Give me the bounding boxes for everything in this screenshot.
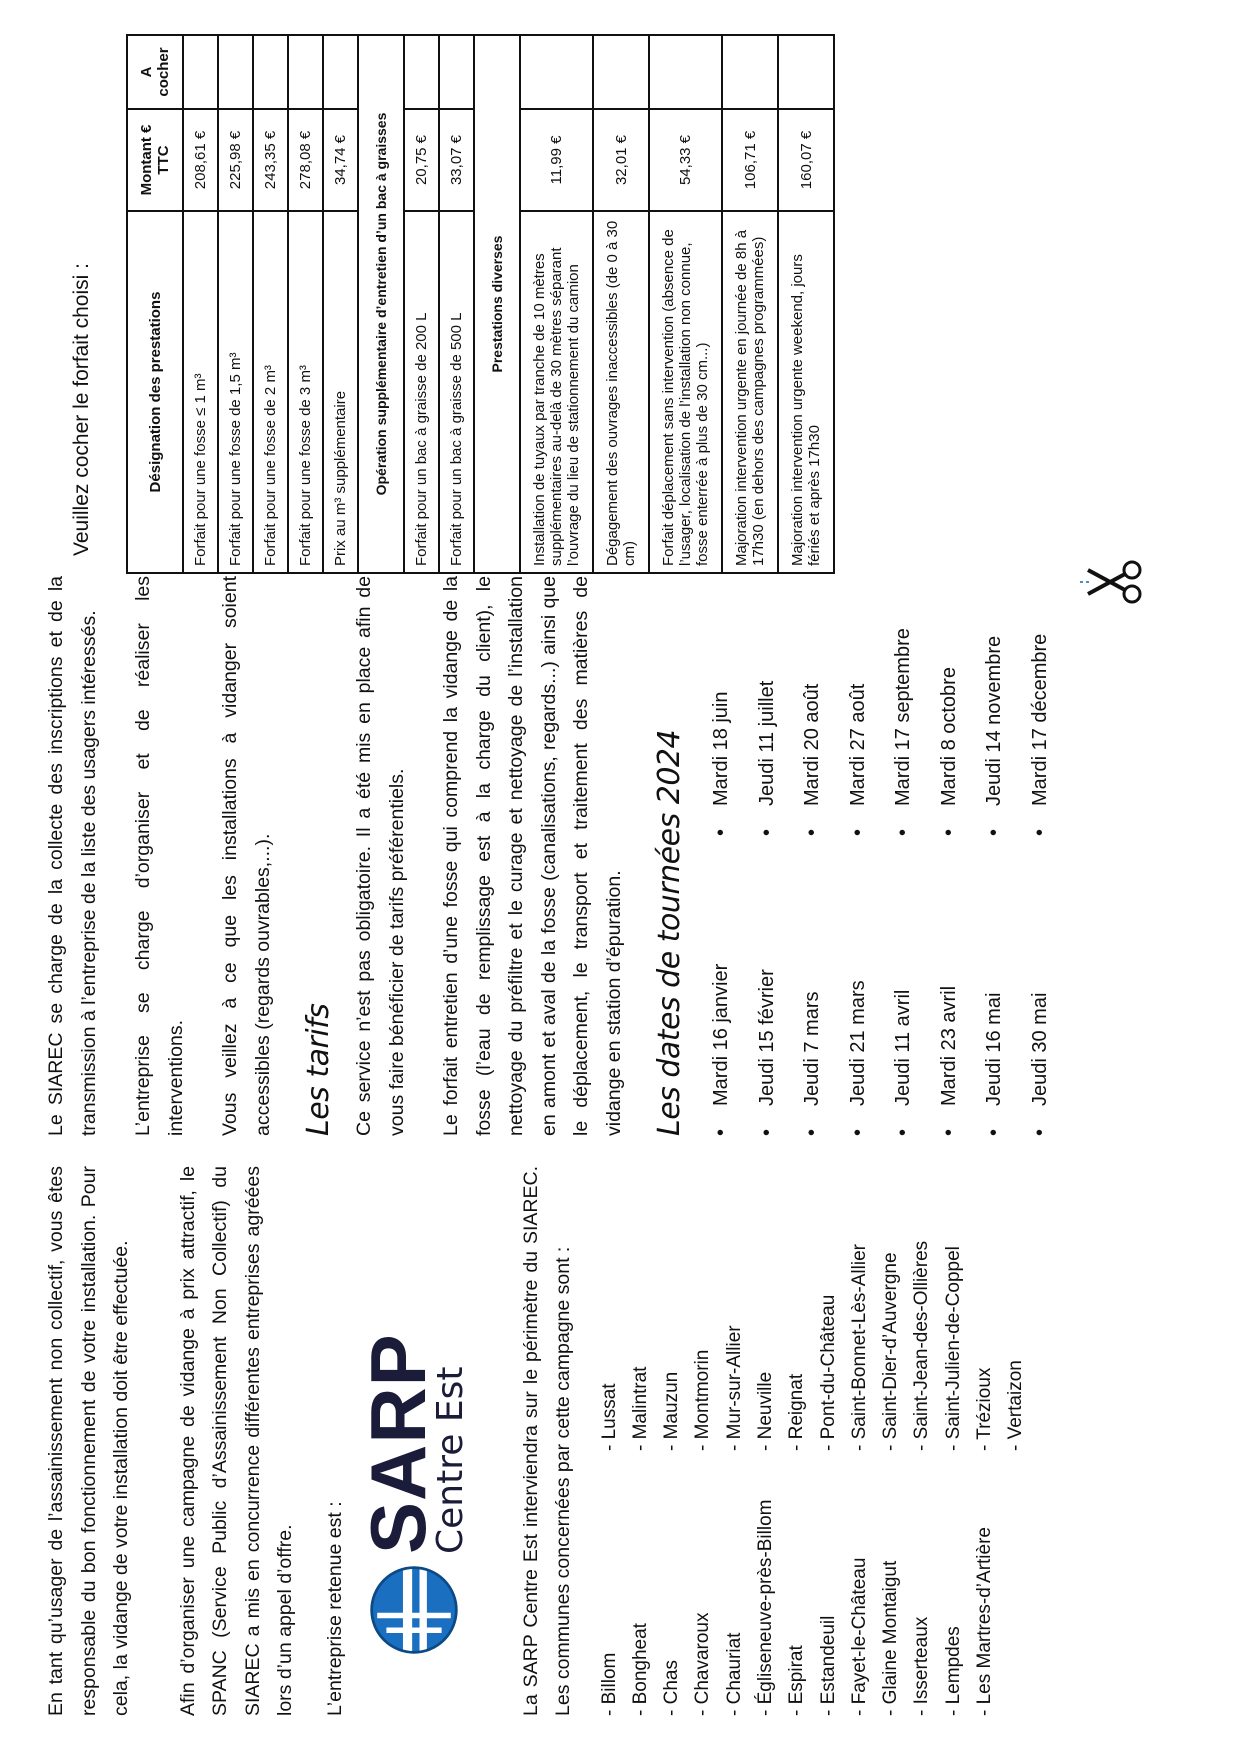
tournee-date-item xyxy=(790,836,836,1136)
prestation-price: 278,08 € xyxy=(288,109,323,211)
date-text: Jeudi 7 mars xyxy=(801,991,823,1106)
prestation-price: 20,75 € xyxy=(404,109,439,211)
dates-left-column xyxy=(699,836,1063,1136)
tournee-date-item xyxy=(972,836,1018,1136)
bullet-icon: • xyxy=(710,1128,732,1136)
date-text: Mardi 23 avril xyxy=(937,985,960,1106)
commune-item: - Les Martres-d’Artière xyxy=(974,1527,996,1716)
commune-item: - Billom xyxy=(598,1652,620,1716)
bac-rows xyxy=(404,35,474,573)
bullet-icon: • xyxy=(710,828,732,836)
tarif-row xyxy=(520,35,593,573)
prestation-label: Majoration intervention urgente weekend, jours fériés et après 17h30 xyxy=(778,211,834,573)
commune-item: - Mur-sur-Allier xyxy=(723,1325,745,1451)
commune-item: - Fayet-le-Château xyxy=(848,1557,870,1716)
tarifs-table xyxy=(126,34,835,574)
prestation-price: 54,33 € xyxy=(649,109,722,211)
sarp-globe-icon xyxy=(368,1564,460,1656)
tarif-row xyxy=(649,35,722,573)
commune-item: - Neuville xyxy=(754,1371,776,1451)
tarif-row xyxy=(183,35,218,573)
communes-list xyxy=(594,1166,1032,1716)
date-text: Jeudi 30 mai xyxy=(1028,992,1051,1106)
bullet-icon: • xyxy=(892,1128,914,1136)
prestation-label: Forfait pour une fosse de 2 m³ xyxy=(253,211,288,573)
date-text: Jeudi 15 février xyxy=(755,969,778,1106)
dates-right-column xyxy=(699,576,1063,836)
commune-item: - Espirat xyxy=(786,1645,808,1716)
prestation-label: Installation de tuyaux par tranche de 10 mètres supplémentaires au-delà de 30 mètres séparant l’ouvrage du lieu de stationnement du camion xyxy=(520,211,593,573)
commune-item: - Bongheat xyxy=(629,1623,651,1716)
tournee-date-item xyxy=(1018,576,1064,836)
tarif-row xyxy=(323,35,358,573)
date-text: Mardi 27 août xyxy=(846,683,869,806)
header-designation: Désignation des prestations xyxy=(127,211,183,573)
commune-item: - Isserteaux xyxy=(911,1616,933,1716)
tournee-date-item xyxy=(699,576,745,836)
check-cell[interactable] xyxy=(253,35,288,109)
tournee-date-item xyxy=(972,576,1018,836)
tournee-date-item xyxy=(881,836,927,1136)
prestation-label: Forfait déplacement sans intervention (absence de l’usager, localisation de l’installation non connue, fosse enterrée à plus de 30 cm...) xyxy=(649,211,722,573)
bullet-icon: • xyxy=(937,828,960,836)
prestation-label: Forfait pour une fosse de 1,5 m³ xyxy=(218,211,253,573)
bullet-icon: • xyxy=(846,1128,869,1136)
bullet-icon: • xyxy=(1028,1128,1051,1136)
optional-service-paragraph: Ce service n’est pas obligatoire. Il a été mis en place afin de vous faire bénéficier de tarifs préférentiels. xyxy=(353,576,408,1136)
date-text: Mardi 20 août xyxy=(801,683,823,806)
check-cell[interactable] xyxy=(778,35,834,109)
bullet-icon: • xyxy=(846,828,869,836)
intro-paragraph: En tant qu’usager de l’assainissement non collectif, vous êtes responsable du bon fonctionnement de votre installation. Pour cela, la vidange de votre installation doit être effectuée. xyxy=(45,1166,132,1716)
tarif-row xyxy=(404,35,439,573)
campaign-paragraph: Afin d’organiser une campagne de vidange à prix attractif, le SPANC (Service Public d’Assainissement Non Collectif) du SIAREC a mis en concurrence différentes entreprises agréées lors d’un appel d’offre. xyxy=(176,1166,296,1716)
tarif-row xyxy=(778,35,834,573)
commune-item: - Trézioux xyxy=(974,1367,996,1451)
prestation-label: Forfait pour une fosse ≤ 1 m³ xyxy=(183,211,218,573)
commune-item: - Saint-Jean-des-Ollières xyxy=(911,1240,933,1451)
bullet-icon: • xyxy=(892,828,914,836)
tournee-date-item xyxy=(836,836,882,1136)
tournee-date-item xyxy=(881,576,927,836)
check-cell[interactable] xyxy=(439,35,474,109)
check-cell[interactable] xyxy=(520,35,593,109)
prestation-price: 32,01 € xyxy=(593,109,649,211)
tournee-date-item xyxy=(836,576,882,836)
section-bac-graisses: Opération supplémentaire d’entretien d’un bac à graisses xyxy=(358,35,404,573)
date-text: Jeudi 11 juillet xyxy=(755,680,778,806)
prestation-label: Dégagement des ouvrages inaccessibles (de 0 à 30 cm) xyxy=(593,211,649,573)
accessibility-paragraph: Vous veillez à ce que les installations à vidanger soient accessibles (regards ouvrables,...). xyxy=(219,576,274,1136)
bullet-icon: • xyxy=(801,828,823,836)
prestation-label: Forfait pour un bac à graisse de 500 L xyxy=(439,211,474,573)
prestation-price: 160,07 € xyxy=(778,109,834,211)
tournee-date-item xyxy=(790,576,836,836)
date-text: Jeudi 16 mai xyxy=(983,992,1005,1106)
check-cell[interactable] xyxy=(649,35,722,109)
commune-item: - Estandeuil xyxy=(817,1615,839,1716)
prestation-price: 243,35 € xyxy=(253,109,288,211)
communes-left-column xyxy=(594,1451,1032,1716)
right-column xyxy=(70,14,835,574)
prestation-label: Prix au m³ supplémentaire xyxy=(323,211,358,573)
commune-item: - Égliseneuve-près-Billom xyxy=(754,1499,776,1716)
commune-item: - Reignat xyxy=(786,1373,808,1451)
communes-right-column xyxy=(594,1166,1032,1451)
prestation-label: Forfait pour un bac à graisse de 200 L xyxy=(404,211,439,573)
commune-item: - Saint-Dier-d’Auvergne xyxy=(880,1252,902,1451)
tournee-date-item xyxy=(745,836,791,1136)
fosse-rows xyxy=(183,35,358,573)
bullet-icon: • xyxy=(755,828,778,836)
check-cell[interactable] xyxy=(722,35,778,109)
tournee-date-item xyxy=(745,576,791,836)
commune-item: - Pont-du-Château xyxy=(817,1294,839,1451)
siarec-paragraph: Le SIAREC se charge de la collecte des inscriptions et de la transmission à l’entreprise de la liste des usagers intéressés. xyxy=(45,576,100,1136)
scissors-icon xyxy=(1080,560,1144,604)
prestation-price: 34,74 € xyxy=(323,109,358,211)
bullet-icon: • xyxy=(755,1128,778,1136)
date-text: Jeudi 11 avril xyxy=(892,989,914,1106)
tarif-row xyxy=(218,35,253,573)
tarif-row xyxy=(439,35,474,573)
dates-heading: Les dates de tournées 2024 xyxy=(652,729,687,1136)
commune-item: - Mauzun xyxy=(661,1371,683,1451)
tournee-date-item xyxy=(927,836,973,1136)
date-text: Mardi 17 septembre xyxy=(892,628,914,806)
prestation-label: Majoration intervention urgente en journée de 8h à 17h30 (en dehors des campagnes programmées) xyxy=(722,211,778,573)
prestation-price: 11,99 € xyxy=(520,109,593,211)
commune-item: - Montmorin xyxy=(692,1349,714,1451)
check-cell[interactable] xyxy=(183,35,218,109)
commune-item: - Chas xyxy=(661,1660,683,1716)
tarif-row xyxy=(722,35,778,573)
dates-list xyxy=(699,576,1063,1136)
check-cell[interactable] xyxy=(404,35,439,109)
check-cell[interactable] xyxy=(323,35,358,109)
bullet-icon: • xyxy=(983,1128,1005,1136)
bullet-icon: • xyxy=(801,1128,823,1136)
check-cell[interactable] xyxy=(288,35,323,109)
tournee-date-item xyxy=(1018,836,1064,1136)
header-montant: Montant € TTC xyxy=(127,109,183,211)
commune-item: - Lussat xyxy=(598,1383,620,1451)
prestation-price: 225,98 € xyxy=(218,109,253,211)
prestation-price: 106,71 € xyxy=(722,109,778,211)
logo-wordmark: SARP xyxy=(353,1333,442,1554)
logo-subtitle: Centre Est xyxy=(429,1366,471,1554)
header-cocher: A cocher xyxy=(127,35,183,109)
tarif-row xyxy=(593,35,649,573)
date-text: Mardi 17 décembre xyxy=(1028,633,1051,806)
bullet-icon: • xyxy=(983,828,1005,836)
commune-item: - Saint-Bonnet-Lès-Allier xyxy=(848,1244,870,1451)
prestation-label: Forfait pour une fosse de 3 m³ xyxy=(288,211,323,573)
commune-item: - Chavaroux xyxy=(692,1612,714,1716)
date-text: Jeudi 21 mars xyxy=(846,980,869,1106)
tournee-date-item xyxy=(927,576,973,836)
section-prestations-diverses: Prestations diverses xyxy=(474,35,520,573)
check-cell[interactable] xyxy=(218,35,253,109)
communes-intro: La SARP Centre Est interviendra sur le périmètre du SIAREC. Les communes concernées par cette campagne sont : xyxy=(519,1166,574,1716)
bullet-icon: • xyxy=(937,1128,960,1136)
tarif-row xyxy=(253,35,288,573)
date-text: Mardi 8 octobre xyxy=(937,667,960,806)
commune-item: - Malintrat xyxy=(629,1366,651,1451)
left-column xyxy=(40,1166,1032,1716)
commune-item: - Chauriat xyxy=(723,1632,745,1716)
forfait-description-paragraph: Le forfait entretien d’une fosse qui comprend la vidange de la fosse (l’eau de remplissage est à la charge du client), le nettoyage du préfiltre et le curage et nettoyage de l’installation en amont et aval de la fosse (canalisations, regards...) ainsi que le déplacement, le transport et traitement des matières de vidange en station d’épuration. xyxy=(440,576,625,1136)
diverses-rows xyxy=(520,35,834,573)
date-text: Mardi 18 juin xyxy=(710,691,732,806)
prestation-price: 33,07 € xyxy=(439,109,474,211)
sarp-logo xyxy=(353,1166,471,1656)
tarifs-heading: Les tarifs xyxy=(301,1003,336,1136)
bullet-icon: • xyxy=(1028,828,1051,836)
commune-item: - Vertaizon xyxy=(1005,1360,1027,1451)
date-text: Jeudi 14 novembre xyxy=(983,635,1005,806)
tournee-date-item xyxy=(699,836,745,1136)
commune-item: - Lempdes xyxy=(942,1626,964,1716)
check-instruction: Veuillez cocher le forfait choisi : xyxy=(70,263,93,556)
tarif-row xyxy=(288,35,323,573)
prestation-price: 208,61 € xyxy=(183,109,218,211)
entreprise-paragraph: L’entreprise se charge d’organiser et de réaliser les interventions. xyxy=(132,576,187,1136)
company-label: L’entreprise retenue est : xyxy=(323,1501,346,1716)
commune-item: - Saint-Julien-de-Coppel xyxy=(942,1246,964,1451)
middle-column xyxy=(40,576,1063,1136)
check-cell[interactable] xyxy=(593,35,649,109)
date-text: Mardi 16 janvier xyxy=(710,963,732,1106)
commune-item: - Glaine Montaigut xyxy=(880,1560,902,1716)
